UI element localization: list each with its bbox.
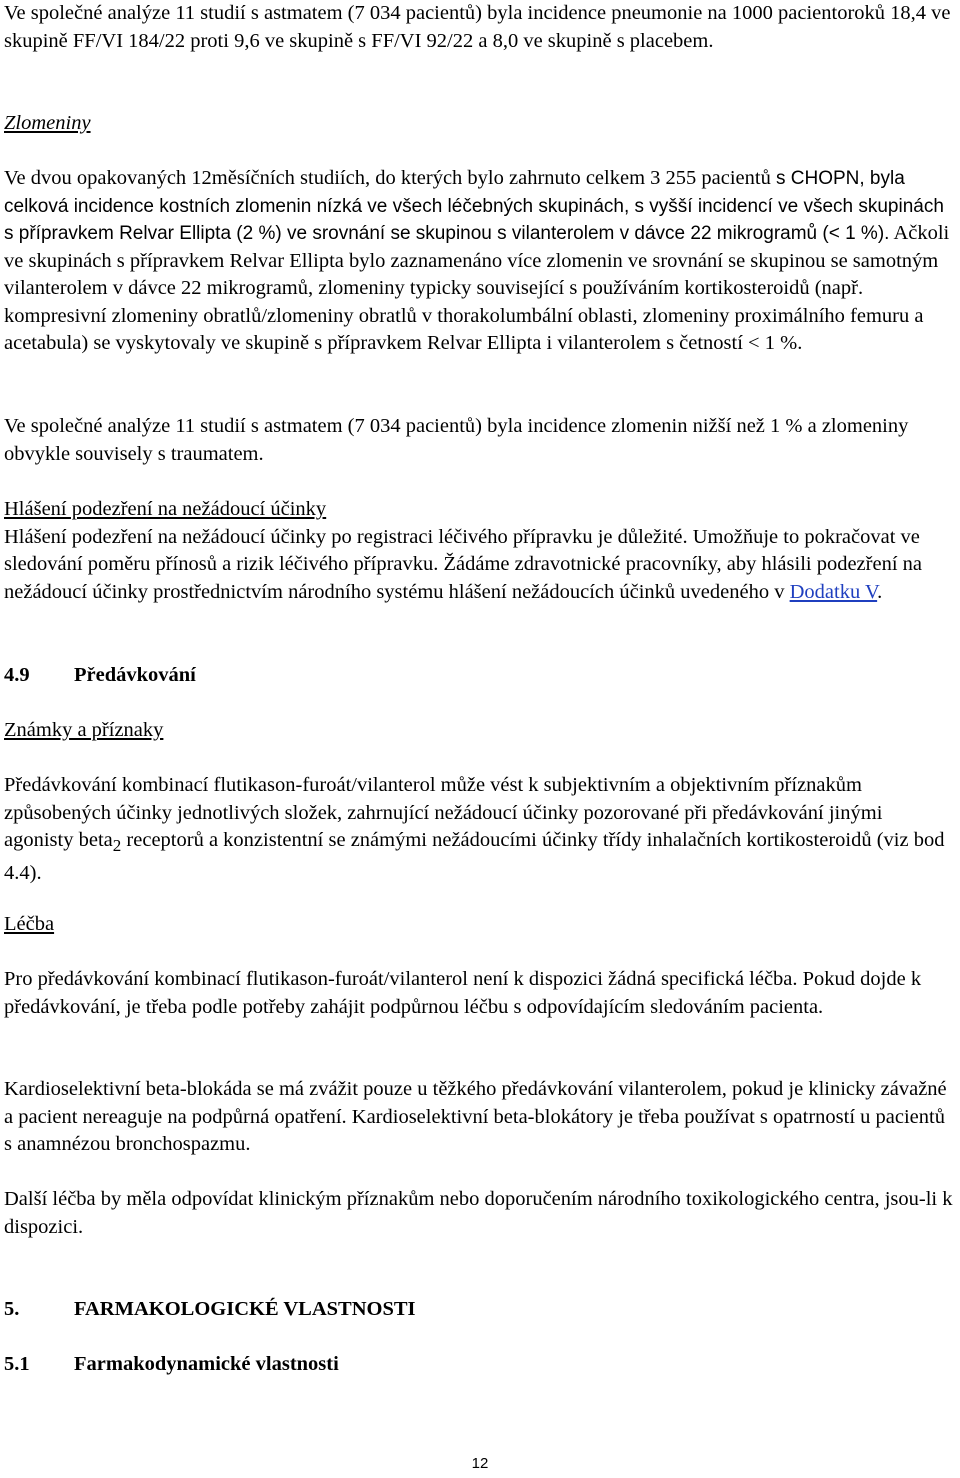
paragraph-treatment-3: Další léčba by měla odpovídat klinickým příznakům nebo doporučením národního toxikologického centra, jsou-li k dispozici. bbox=[4, 1188, 953, 1238]
paragraph-fractures-asthma: Ve společné analýze 11 studií s astmatem (7 034 pacientů) byla incidence zlomenin nižší než 1 % a zlomeniny obvykle souvisely s traumatem. bbox=[4, 415, 909, 465]
text-run: Ačkoli ve skupinách s přípravkem Relvar Ellipta bylo zaznamenáno více zlomenin ve srovnání se skupinou se samotným vilanterolem v dávce 22 mikrogramů, zlomeniny typicky související s používáním kortikosteroidů (např. kompresivní zlomeniny obratlů/zlomeniny obratlů v thorakolumbální oblasti, zlomeniny proximálního femuru a acetabula) se vyskytovaly ve skupině s přípravkem Relvar Ellipta i vilanterolem s četností < 1 %. bbox=[4, 222, 950, 354]
section-reporting bbox=[4, 496, 956, 606]
heading-zlomeniny: Zlomeniny bbox=[4, 112, 91, 134]
section-heading-5-1 bbox=[4, 1351, 956, 1379]
section-title: Předávkování bbox=[74, 664, 196, 686]
section-number: 4.9 bbox=[4, 664, 30, 686]
text-run: Hlášení podezření na nežádoucí účinky po registraci léčivého přípravku je důležité. Umožňuje to pokračovat ve sledování poměru přínosů a rizik léčivého přípravku. Žádáme zdravotnické pracovníky, aby hlásili podezření na nežádoucí účinky prostřednictvím národního systému hlášení nežádoucích účinků uvedeného v bbox=[4, 525, 923, 603]
heading-znamky: Známky a příznaky bbox=[4, 719, 164, 741]
section-heading-4-9 bbox=[4, 662, 956, 690]
paragraph-pneumonia: Ve společné analýze 11 studií s astmatem (7 034 pacientů) byla incidence pneumonie na 1000 pacientoroků 18,4 ve skupině FF/VI 184/22 proti 9,6 ve skupině s FF/VI 92/22 a 8,0 ve skupině s placebem. bbox=[4, 2, 951, 52]
text-run-sans: s CHOPN, byla celková incidence kostních zlomenin nízká ve všech léčebných skupinách, s vyšší incidencí ve všech skupinách s přípravkem Relvar Ellipta (2 %) ve srovnání se skupinou s vilanterolem v dávce 22 mikrogramů (< 1 %). bbox=[4, 168, 944, 244]
section-heading-5 bbox=[4, 1296, 956, 1324]
section-number: 5. bbox=[4, 1298, 20, 1320]
paragraph-treatment-1: Pro předávkování kombinací flutikason-furoát/vilanterol není k dispozici žádná specifická léčba. Pokud dojde k předávkování, je třeba podle potřeby zahájit podpůrnou léčbu s odpovídajícím sledováním pacienta. bbox=[4, 968, 922, 1018]
page-number: 12 bbox=[471, 1455, 489, 1472]
heading-lecba: Léčba bbox=[4, 913, 55, 935]
link-dodatek-v[interactable]: Dodatku V bbox=[789, 580, 878, 603]
paragraph-fractures-copd bbox=[4, 165, 956, 358]
paragraph-treatment-2: Kardioselektivní beta-blokáda se má zvážit pouze u těžkého předávkování vilanterolem, pokud je klinicky závažné a pacient nereaguje na podpůrná opatření. Kardioselektivní beta-blokátory je třeba používat s opatrností u pacientů s anamnézou bronchospazmu. bbox=[4, 1078, 947, 1155]
section-title: Farmakodynamické vlastnosti bbox=[74, 1353, 339, 1375]
section-title: FARMAKOLOGICKÉ VLASTNOSTI bbox=[74, 1298, 416, 1320]
paragraph-reporting: Hlášení podezření na nežádoucí účinky po registraci léčivého přípravku je důležité. Umožňuje to pokračovat ve sledování poměru přínosů a rizik léčivého přípravku. Žádáme zdravotnické pracovníky, aby hlásili podezření na nežádoucí účinky prostřednictvím národního systému hlášení nežádoucích účinků uvedeného v Dodatku V. bbox=[4, 525, 923, 603]
heading-reporting: Hlášení podezření na nežádoucí účinky bbox=[4, 498, 327, 520]
paragraph-symptoms: Předávkování kombinací flutikason-furoát/vilanterol může vést k subjektivním a objektivním příznakům způsobených účinky jednotlivých složek, zahrnující nežádoucí účinky pozorované při předávkování jinými agonisty beta$_2$ receptorů a konzistentní se známými nežádoucími účinky třídy inhalačních kortikosteroidů (viz bod 4.4). bbox=[4, 774, 945, 884]
section-number: 5.1 bbox=[4, 1353, 30, 1375]
text-run: Ve dvou opakovaných 12měsíčních studiích, do kterých bylo zahrnuto celkem 3 255 pacientů bbox=[4, 167, 771, 189]
